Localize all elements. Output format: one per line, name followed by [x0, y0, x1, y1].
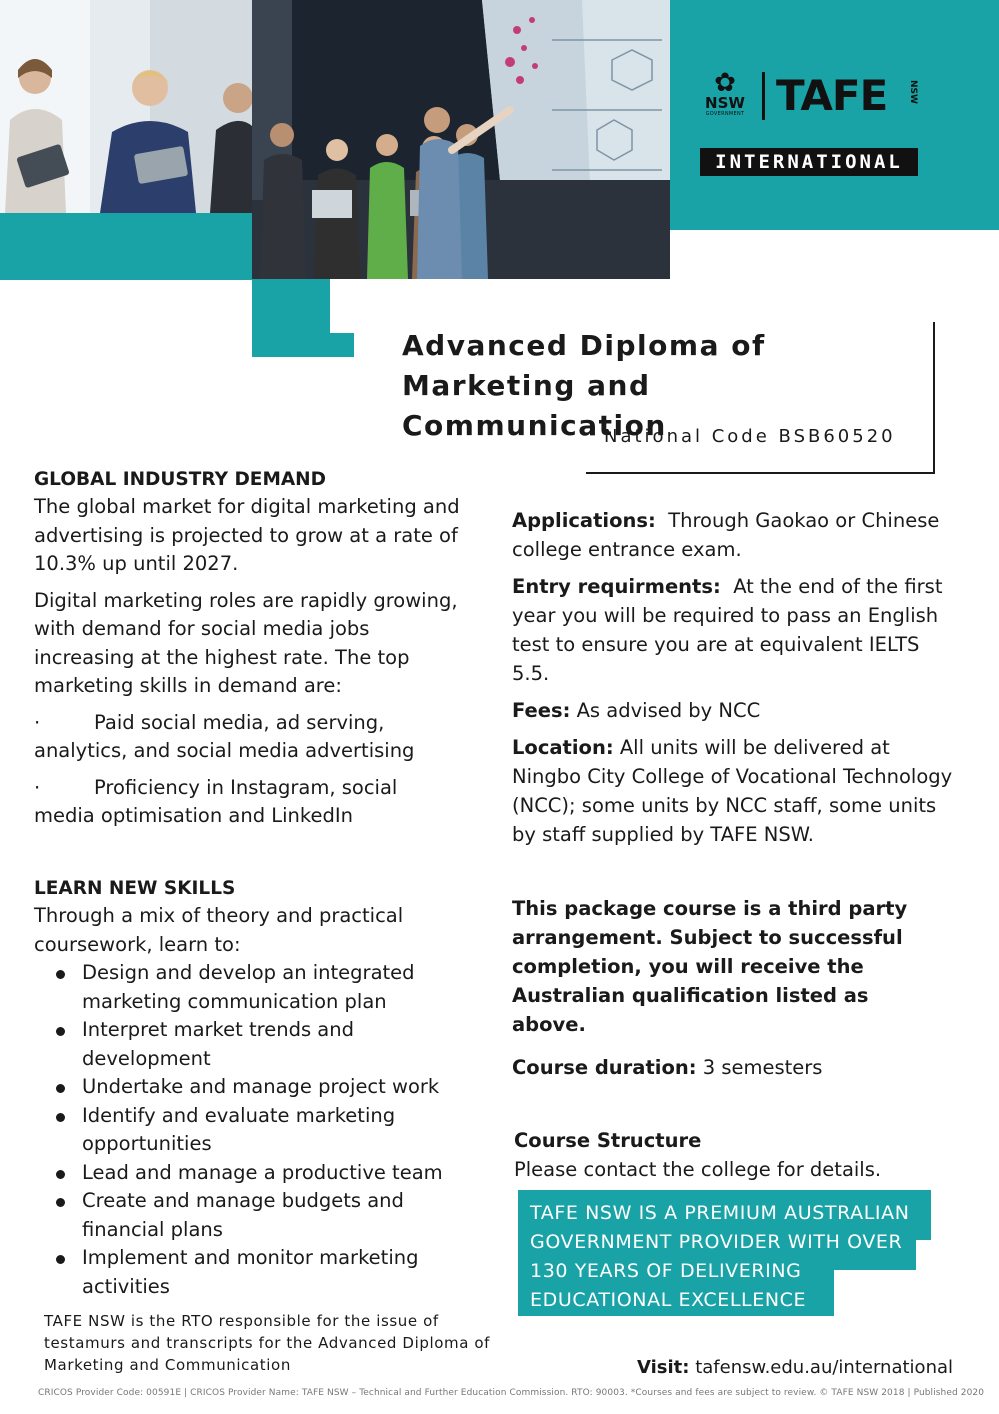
- location-detail: [512, 733, 954, 849]
- section-heading-global-demand: GLOBAL INDUSTRY DEMAND: [34, 469, 327, 490]
- office-team-photo: [0, 0, 252, 213]
- government-label: GOVERNMENT: [705, 111, 745, 117]
- course-duration-text: 3 semesters: [702, 1056, 823, 1079]
- skill-list-item: Interpret market trends and development: [34, 1016, 474, 1073]
- skill-list-item: Lead and manage a productive team: [34, 1159, 474, 1188]
- teal-square-accent: [330, 333, 354, 357]
- nsw-government-logo: [700, 70, 750, 124]
- fees-label: Fees:: [512, 699, 571, 722]
- demand-skill-line: Paid social media, ad serving,: [94, 710, 385, 734]
- teal-connector: [252, 279, 330, 357]
- tafe-wordmark: TAFE: [776, 71, 888, 120]
- applications-text: Through Gaokao or Chinese college entrance exam.: [512, 509, 940, 561]
- international-label: INTERNATIONAL: [700, 148, 918, 176]
- tafe-nsw-international-logo: [700, 70, 920, 180]
- visit-label: Visit:: [637, 1357, 690, 1378]
- data-wall-presentation-photo: [252, 0, 670, 279]
- location-text: All units will be delivered at Ningbo City College of Vocational Technology (NCC); some units by NCC staff, some units by staff supplied by TAFE NSW.: [512, 736, 953, 846]
- demand-skill-item: [34, 774, 464, 831]
- footer-legal-text: CRICOS Provider Code: 00591E | CRICOS Provider Name: TAFE NSW – Technical and Further Education Commission. RTO: 90003. *Courses and fees are subject to review. © TAFE NSW 2018 | Published 2020: [38, 1388, 985, 1398]
- demand-skill-line: analytics, and social media advertising: [34, 739, 415, 762]
- banner-text: [530, 1199, 910, 1315]
- skills-list: [34, 959, 474, 1301]
- demand-skill-item: [34, 709, 464, 766]
- title-frame-horizontal-line: [586, 472, 935, 474]
- third-party-arrangement-note: This package course is a third party arrangement. Subject to successful completion, you will receive the Australian qualification listed as above.: [512, 897, 908, 1036]
- website-link[interactable]: tafensw.edu.au/international: [695, 1357, 954, 1378]
- global-demand-paragraph-2: Digital marketing roles are rapidly growing, with demand for social media jobs increasing at the highest rate. The top marketing skills in demand are:: [34, 588, 458, 697]
- visit-website: [637, 1357, 953, 1378]
- location-label: Location:: [512, 736, 614, 759]
- bullet-dot: ·: [34, 710, 41, 734]
- skill-list-item: Create and manage budgets and financial plans: [34, 1187, 474, 1244]
- course-structure: [514, 1126, 934, 1184]
- global-demand-paragraph-1: The global market for digital marketing and advertising is projected to grow at a rate of 10.3% up until 2027.: [34, 495, 460, 575]
- skill-list-item: Implement and monitor marketing activities: [34, 1244, 474, 1301]
- tafe-nsw-vertical-label: NSW: [908, 80, 918, 104]
- skills-intro: Through a mix of theory and practical coursework, learn to:: [34, 904, 404, 956]
- bullet-dot: ·: [34, 775, 41, 799]
- title-frame-vertical-line: [933, 322, 935, 474]
- learn-new-skills-section: [34, 876, 474, 1301]
- fees-detail: [512, 696, 954, 725]
- entry-requirements-detail: [512, 572, 954, 688]
- section-heading-learn-new-skills: LEARN NEW SKILLS: [34, 878, 236, 899]
- national-code: National Code BSB60520: [604, 426, 896, 447]
- premium-provider-banner: [518, 1190, 930, 1316]
- fees-text: As advised by NCC: [576, 699, 761, 722]
- logo-divider: [762, 72, 765, 120]
- banner-line: 130 YEARS OF DELIVERING: [530, 1260, 802, 1282]
- rto-note: TAFE NSW is the RTO responsible for the issue of testamurs and transcripts for the Advanced Diploma of Marketing and Communication: [44, 1312, 491, 1374]
- skill-list-item: Design and develop an integrated marketing communication plan: [34, 959, 474, 1016]
- course-details: [512, 506, 954, 857]
- entry-requirements-text: At the end of the first year you will be required to pass an English test to ensure you are at equivalent IELTS 5.5.: [512, 575, 943, 685]
- skill-list-item: Identify and evaluate marketing opportunities: [34, 1102, 474, 1159]
- banner-line: EDUCATIONAL EXCELLENCE: [530, 1289, 807, 1311]
- course-duration-label: Course duration:: [512, 1056, 697, 1079]
- course-title-line2: Marketing and Communication: [402, 369, 667, 442]
- waratah-icon: ✿: [714, 68, 736, 98]
- applications-label: Applications:: [512, 509, 656, 532]
- global-industry-demand-section: [34, 467, 464, 831]
- course-structure-heading: Course Structure: [514, 1129, 702, 1152]
- course-structure-text: Please contact the college for details.: [514, 1158, 882, 1181]
- course-title-line1: Advanced Diploma of: [402, 329, 766, 362]
- left-teal-panel: [0, 213, 252, 280]
- entry-requirements-label: Entry requirments:: [512, 575, 721, 598]
- banner-line: GOVERNMENT PROVIDER WITH OVER: [530, 1231, 903, 1253]
- demand-skill-line: Proficiency in Instagram, social: [94, 775, 398, 799]
- nsw-label: NSW: [705, 94, 745, 112]
- course-duration: [512, 1053, 932, 1082]
- applications-detail: [512, 506, 954, 564]
- skill-list-item: Undertake and manage project work: [34, 1073, 474, 1102]
- demand-skill-line: media optimisation and LinkedIn: [34, 804, 353, 827]
- banner-line: TAFE NSW IS A PREMIUM AUSTRALIAN: [530, 1202, 910, 1224]
